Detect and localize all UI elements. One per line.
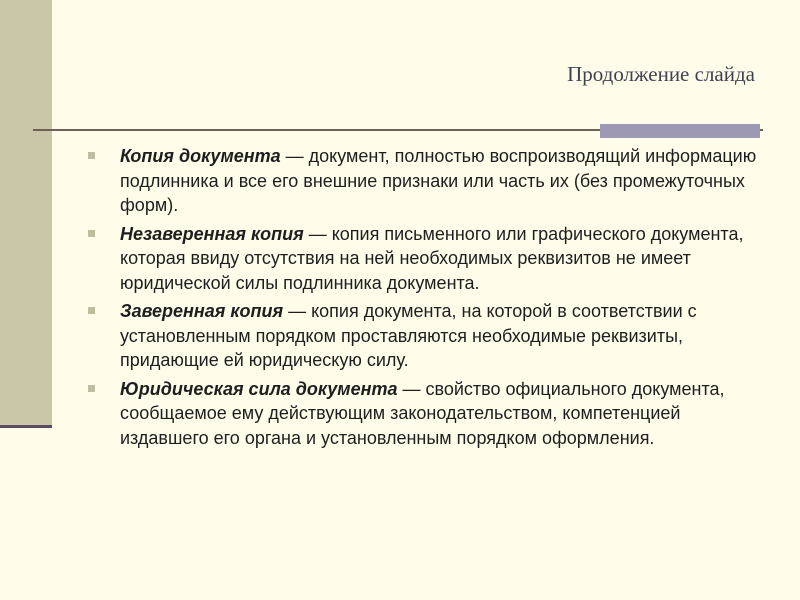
definition-text: — документ, полностью воспроизводящий информацию подлинника и все его внешние признаки или часть их (без промежуточных форм). bbox=[120, 146, 757, 215]
definition-text: — копия письменного или графического документа, которая ввиду отсутствия на ней необходимых реквизитов не имеет юридической силы подлинника документа. bbox=[120, 223, 744, 293]
definition-term: Заверенная копия bbox=[120, 301, 284, 321]
list-item bbox=[84, 377, 764, 451]
definition-term: Юридическая сила документа bbox=[120, 378, 398, 399]
list-item bbox=[84, 299, 764, 373]
left-band-rule bbox=[0, 425, 52, 428]
square-bullet-icon bbox=[88, 307, 95, 314]
square-bullet-icon bbox=[88, 152, 95, 159]
definition-term: Незаверенная копия bbox=[120, 223, 304, 244]
list-item bbox=[84, 222, 764, 296]
definition-text: — свойство официального документа, сообщаемое ему действующим законодательством, компетенцией издавшего его органа и установленным порядком оформления. bbox=[120, 378, 725, 448]
square-bullet-icon bbox=[88, 385, 95, 392]
definition-term: Копия документа bbox=[120, 146, 281, 166]
list-item bbox=[84, 144, 764, 218]
definition-list bbox=[84, 144, 764, 454]
title-accent-bar bbox=[600, 124, 760, 138]
slide-title: Продолжение слайда bbox=[567, 62, 755, 86]
square-bullet-icon bbox=[88, 230, 95, 237]
left-decorative-band bbox=[0, 0, 52, 425]
definition-text: — копия документа, на которой в соответствии с установленным порядком проставляются необходимые реквизиты, придающие ей юридическую силу. bbox=[120, 301, 697, 370]
